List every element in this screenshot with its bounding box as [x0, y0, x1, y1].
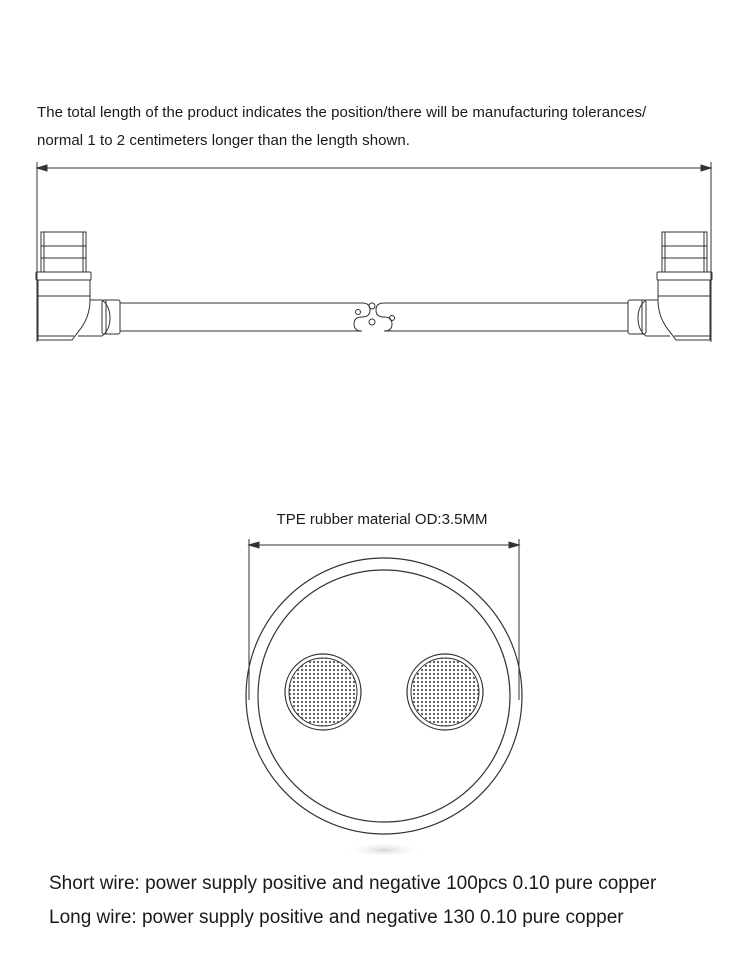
od-label: TPE rubber material OD:3.5MM	[276, 511, 488, 528]
short-wire-spec: Short wire: power supply positive and negative 100pcs 0.10 pure copper	[49, 873, 657, 894]
conductor-right	[407, 654, 483, 730]
length-dimension-line	[37, 162, 711, 342]
left-right-angle-connector	[36, 232, 120, 340]
long-wire-spec: Long wire: power supply positive and negative 130 0.10 pure copper	[49, 907, 624, 928]
cable-length-drawing	[0, 160, 750, 360]
conductor-left	[285, 654, 361, 730]
length-note-line-1: The total length of the product indicates the position/there will be manufacturing tolerances/	[37, 104, 647, 121]
outer-jacket	[246, 558, 522, 834]
cross-section-shadow	[344, 842, 424, 855]
length-note-line-2: normal 1 to 2 centimeters longer than the length shown.	[37, 132, 410, 149]
cable-cross-section	[0, 535, 750, 855]
cable-right-segment	[376, 303, 628, 331]
cable-break-symbol	[369, 303, 375, 325]
od-dimension-line	[249, 539, 519, 700]
right-right-angle-connector	[628, 232, 712, 340]
cable-left-segment	[120, 303, 370, 331]
